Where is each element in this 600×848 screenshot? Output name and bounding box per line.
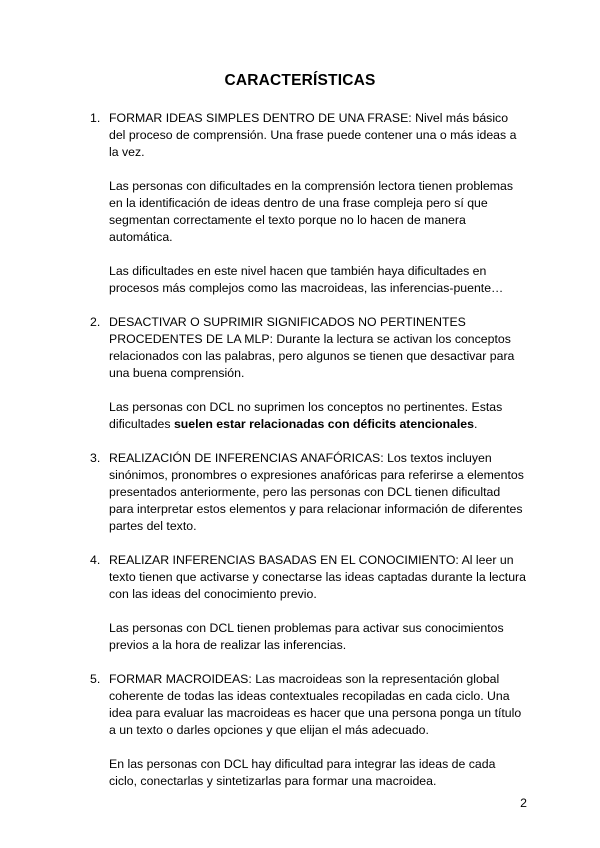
item-paragraph: Las dificultades en este nivel hacen que también haya dificultades en procesos más complejos como las macroideas, las inferencias-puente… [109,264,504,295]
page-title: CARACTERÍSTICAS [224,72,376,89]
list-item [0,552,600,654]
item-paragraph: En las personas con DCL hay dificultad para integrar las ideas de cada ciclo, conectarlas y sintetizarlas para formar una macroidea. [109,757,496,788]
item-paragraph: Las personas con dificultades en la comprensión lectora tienen problemas en la identificación de ideas dentro de una frase compleja pero sí que segmentan correctamente el texto porque no lo hacen de manera automática. [109,179,513,244]
characteristics-list [0,110,600,807]
item-number: 4. [90,553,101,567]
paragraph-text: Las personas con DCL no suprimen los conceptos no pertinentes. Estas dificultades [109,400,503,431]
paragraph-text: . [473,417,478,431]
item-paragraph: REALIZACIÓN DE INFERENCIAS ANAFÓRICAS: Los textos incluyen sinónimos, pronombres o expresiones anafóricas para referirse a elementos presentados anteriormente, pero las personas con DCL tienen dificultad para interpretar estos elementos y para relacionar información de diferentes partes del texto. [109,451,524,533]
item-number: 2. [90,315,101,329]
item-number: 1. [90,111,101,125]
item-paragraph: REALIZAR INFERENCIAS BASADAS EN EL CONOCIMIENTO: Al leer un texto tienen que activarse y conectarse las ideas captadas durante la lectura con las ideas del conocimiento previo. [109,553,526,601]
list-item [0,671,600,790]
item-paragraph: FORMAR MACROIDEAS: Las macroideas son la representación global coherente de todas las ideas contextuales recopiladas en cada ciclo. Una idea para evaluar las macroideas es hacer que una persona ponga un título a un texto o darles opciones y que elijan el más adecuado. [109,672,522,737]
item-paragraph [109,399,526,433]
item-number: 5. [90,672,101,686]
list-item [0,314,600,433]
item-paragraph: Las personas con DCL tienen problemas para activar sus conocimientos previos a la hora de realizar las inferencias. [109,621,504,652]
page-number: 2 [520,796,527,810]
list-item [0,110,600,297]
item-number: 3. [90,451,101,465]
list-item [0,450,600,535]
item-paragraph: FORMAR IDEAS SIMPLES DENTRO DE UNA FRASE: Nivel más básico del proceso de comprensión. Una frase puede contener una o más ideas a la vez. [109,111,517,159]
item-paragraph: DESACTIVAR O SUPRIMIR SIGNIFICADOS NO PERTINENTES PROCEDENTES DE LA MLP: Durante la lectura se activan los conceptos relacionados con las palabras, pero algunos se tienen que desactivar para una buena comprensión. [109,315,515,380]
bold-emphasis: suelen estar relacionadas con déficits atencionales [173,417,474,431]
